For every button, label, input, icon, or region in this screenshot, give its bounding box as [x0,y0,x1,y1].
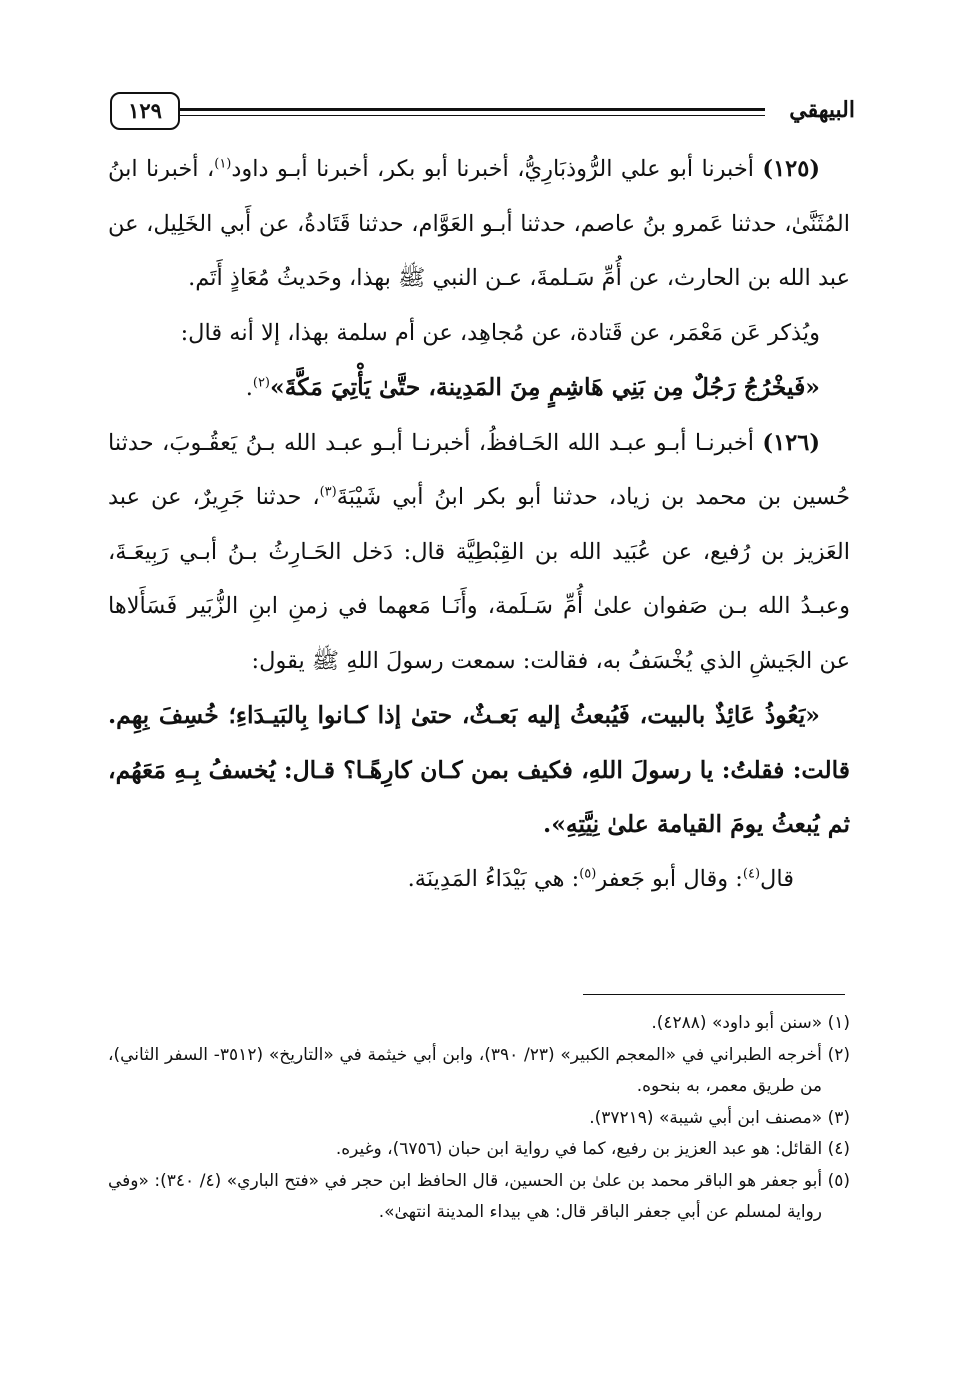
footnote-ref: (٢) [252,375,270,391]
footnote-5: (٥) أبو جعفر هو الباقر محمد بن علىٰ بن الحسين، قال الحافظ ابن حجر في «فتح الباري» (٤/ ٣٤٠): «وفي رواية لمسلم عن أبي جعفر الباقر قال: هي بيداء المدينة انتهىٰ». [108,1170,851,1222]
footnote-separator [583,994,845,995]
hadith-126-quote: «يَعُوذُ عَائِذٌ بالبيت، فَيُبعثُ إليه بَعـثٌ، حتىٰ إذا كـانوا بِالبَيـدَاءِ؛ خُسِفَ بِهِم. قالت: فقلتُ: يا رسولَ اللهِ، فكيف بمن كـان كارِهًـا؟ قـال: يُخسفُ بِـهِ مَعَهُم، ثم يُبعثُ يومَ القيامة علىٰ نِيَّتِهِ». [108,701,850,838]
qala-text: : وقال أبو جَعفر [596,865,743,892]
book-title: البيهقي [783,92,855,128]
footnote-4: (٤) القائل: هو عبد العزيز بن رفيع، كما في رواية ابن حبان (٦٧٥٦)، وغيره. [335,1139,850,1159]
hadith-text: ، أخبرنا ابنُ المُثَنَّىٰ، حدثنا عَمرو بنُ عاصم، حدثنا أبـو العَوَّام، حدثنا قَتَادةُ، عن أَبي الخَلِيل، عن عبد الله بن الحارث، عن أُمِّ سَـلمةَ، عـن النبي ﷺ بهذا، وحَديثُ مُعَاذٍ أَتَم. [108,156,850,291]
qala-text: : هي بَيْدَاءُ المَدِينَة. [407,865,580,892]
header-rule [172,108,765,116]
hadith-text: ، حدثنا جَرِيرٌ، عن عبد العَزيز بن رُفيع، عن عُبَيد الله بن القِبْطِيَّة قال: دَخل الحَـارِثُ بـنُ أبـي رَبِيعَـةَ، وعبـدُ الله بـن صَفوان علىٰ أُمِّ سَـلَمة، وأَنَـا مَعهما في زمنِ ابنِ الزُّبَير فَسَأَلاها عن الجَيشِ الذي يُخْسَفُ به، فقالت: سمعت رسولَ اللهِ ﷺ يقول: [108,484,850,674]
hadith-text: أخبرنا أبو علي الرُّوذبَارِيُّ، أخبرنا أبو بكر، أخبرنا أبـو داود [231,156,763,182]
qala-paragraph [108,852,850,907]
hadith-text: أخبرنـا أبـو عبـد الله الحَـافظُ، أخبرنـا أبـو عبـد الله بـنُ يَعقُـوبَ، حدثنا حُسين بن محمد بن زياد، حدثنا أبو بكر ابنُ أبي شَيْبَةَ [108,429,850,510]
footnote-ref: (٣) [319,484,337,500]
mamar-quote: «فَيخْرُجُ رَجُلٌ مِن بَنِي هَاشِمٍ مِنَ المَدِينة، حتَّىٰ يَأْتِيَ مَكَّةَ» [270,373,820,401]
footnote-ref: (٤) [742,866,761,881]
hadith-125 [108,142,850,306]
footnote-2: (٢) أخرجه الطبراني في «المعجم الكبير» (٢٣/ ٣٩٠)، وابن أبي خيثمة في «التاريخ» (٣٥١٢- السفر الثاني)، من طريق معمر، به بنحوه. [108,1044,851,1096]
hadith-126 [108,416,850,689]
footnotes [108,1008,850,1229]
footnote-1: (١) «سنن أبو داود» (٤٢٨٨). [651,1013,850,1033]
page-header [110,92,855,132]
mamar-quote-paragraph: «فَيخْرُجُ رَجُلٌ مِن بَنِي هَاشِمٍ مِنَ المَدِينة، حتَّىٰ يَأْتِيَ مَكَّةَ»$^{(٢)}$. [245,373,820,401]
page-number: ١٢٩ [110,92,180,130]
qala-text: قال [760,865,794,892]
hadith-number: (١٢٥) [762,156,820,182]
hadith-number: (١٢٦) [762,429,820,456]
footnote-ref: (٥) [579,866,597,881]
footnote-ref: (١) [214,156,232,172]
footnote-3: (٣) «مصنف ابن أبي شيبة» (٣٧٢١٩). [589,1107,850,1128]
mamar-narration: ويُذكر عَن مَعْمَر، عن قَتادة، عن مُجاهِد، عن أم سلمة بهذا، إلا أنه قال: [180,319,820,346]
main-text [108,142,850,906]
